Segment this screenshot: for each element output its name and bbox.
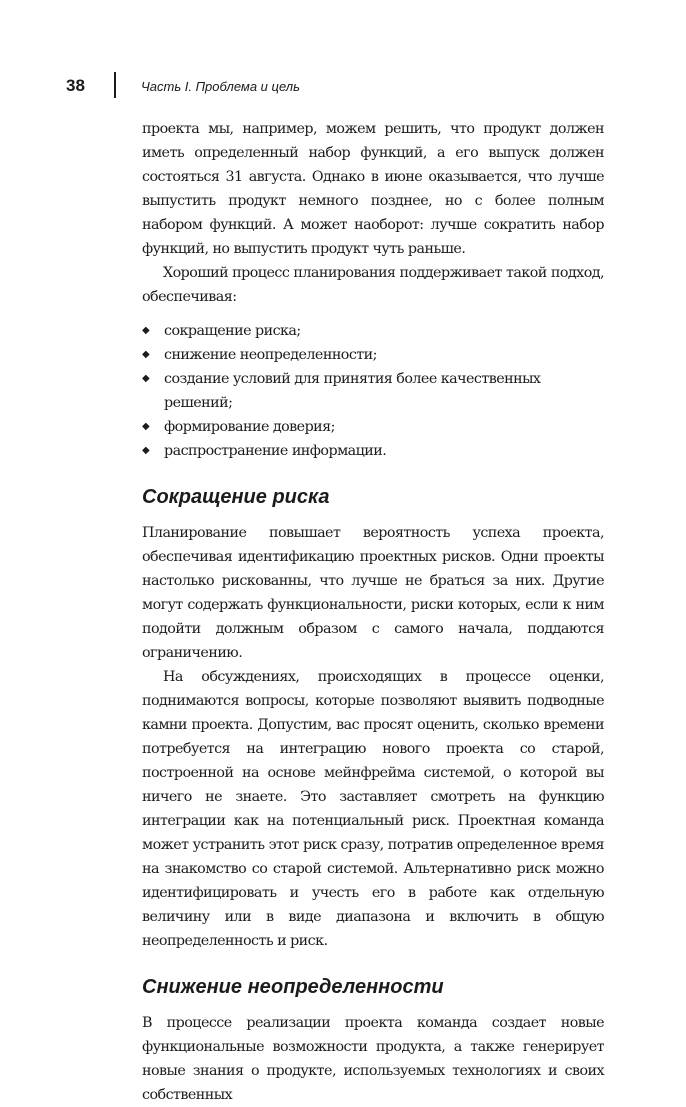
section-heading-uncertainty: Снижение неопределенности bbox=[142, 976, 444, 998]
section1-paragraph-1: Планирование повышает вероятность успеха проекта, обеспечивая идентификацию проектных рисков. Одни проекты настолько рискованны, что лучше не браться за них. Другие могут содержать функциональности, риски которых, если к ним подойти должным образом с самого начала, поддаются ограничению. bbox=[142, 525, 604, 661]
intro-paragraph-2: Хороший процесс планирования поддерживает такой подход, обеспечивая: bbox=[142, 265, 604, 305]
page-body bbox=[142, 117, 604, 1107]
bullet-list bbox=[142, 319, 604, 463]
header-divider bbox=[114, 72, 116, 98]
page-number: 38 bbox=[66, 76, 85, 95]
bullet-item: ◆ распространение информации. bbox=[142, 439, 604, 463]
bullet-item: ◆ снижение неопределенности; bbox=[142, 343, 604, 367]
page-header bbox=[0, 70, 686, 100]
section-heading-risk: Сокращение риска bbox=[142, 486, 330, 508]
running-head: Часть I. Проблема и цель bbox=[141, 79, 300, 94]
bullet-item: ◆ формирование доверия; bbox=[142, 415, 604, 439]
intro-paragraph-1: проекта мы, например, можем решить, что продукт должен иметь определенный набор функций, а его выпуск должен состояться 31 августа. Однако в июне оказывается, что лучше выпустить продукт немного позднее, но с более полным набором функций. А может наоборот: лучше сократить набор функций, но выпустить продукт чуть раньше. bbox=[142, 121, 604, 257]
section1-paragraph-2: На обсуждениях, происходящих в процессе оценки, поднимаются вопросы, которые позволяют выявить подводные камни проекта. Допустим, вас просят оценить, сколько времени потребуется на интеграцию нового проекта со старой, построенной на основе мейнфрейма системой, о которой вы ничего не знаете. Это заставляет смотреть на функцию интеграции как на потенциальный риск. Проектная команда может устранить этот риск сразу, потратив определенное время на знакомство со старой системой. Альтернативно риск можно идентифицировать и учесть его в работе как отдельную величину или в виде диапазона и включить в общую неопределенность и риск. bbox=[142, 669, 604, 949]
bullet-item: ◆ создание условий для принятия более качественных решений; bbox=[142, 367, 604, 415]
section2-paragraph-1: В процессе реализации проекта команда создает новые функциональные возможности продукта, а также генерирует новые знания о продукте, используемых технологиях и своих собственных bbox=[142, 1015, 604, 1103]
bullet-item: ◆ сокращение риска; bbox=[142, 319, 604, 343]
